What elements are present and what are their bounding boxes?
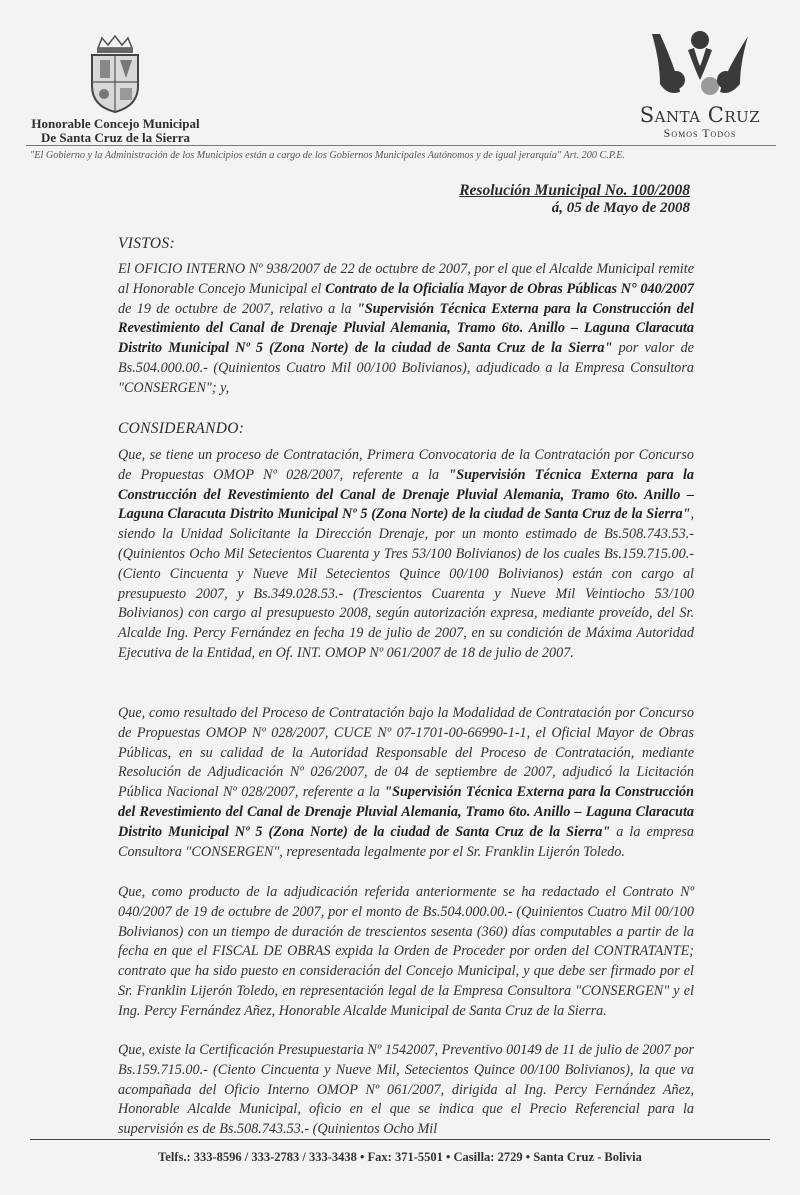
text-run: Que, se tiene un proceso de Contratación, Primera Convocatoria de la Contratación por Concurso de Propuestas OMOP Nº 028/2007, referente a la [118, 447, 694, 483]
paragraph-considerando-3 [118, 883, 694, 1022]
council-name-line2: De Santa Cruz de la Sierra [40, 130, 191, 145]
text-run: por valor de Bs.504.000.00.- (Quinientos Cuatro Mil 00/100 Bolivianos), adjudicado a la Empresa Consultora "CONSERGEN"; y, [118, 340, 694, 396]
bold-text-run: Contrato de la Oficialía Mayor de Obras Públicas N° 040/2007 [325, 280, 694, 297]
council-name-line1: Honorable Concejo Municipal [31, 116, 200, 131]
text-run: Que, como producto de la adjudicación referida anteriormente se ha redactado el Contrato Nº 040/2007 de 19 de octubre de 2007, por el monto de Bs.504.000.00.- (Quinientos Cuatro Mil 00/100 Bolivianos) con un tiempo de duración de trescientos sesenta (360) días computables a partir de la fecha en que el FISCAL DE OBRAS expida la Orden de Proceder por orden del CONTRATANTE; contrato que ha sido puesto en consideración del Concejo Municipal, y que debe ser firmado por el Sr. Franklin Lijerón Toledo, en representación legal de la Empresa Consultora "CONSERGEN" y el Ing. Percy Fernández Añez, Honorable Alcalde Municipal de Santa Cruz de la Sierra. [118, 884, 694, 1019]
resolution-date: á, 05 de Mayo de 2008 [551, 200, 690, 216]
paragraph-considerando-1 [118, 446, 694, 664]
resolution-title: Resolución Municipal No. 100/2008 [459, 182, 690, 199]
header-divider [26, 145, 776, 146]
coat-of-arms-logo [86, 34, 144, 114]
text-run: El OFICIO INTERNO Nº 938/2007 de 22 de octubre de 2007, por el que el Alcalde Municipal remite al Honorable Concejo Municipal el [118, 261, 694, 297]
bold-text-run: "Supervisión Técnica Externa para la Construcción del Revestimiento del Canal de Drenaje Pluvial Alemania, Tramo 6to. Anillo – Laguna Claracuta Distrito Municipal Nº 5 (Zona Norte) de la ciudad de Santa Cruz de la Sierra" [118, 300, 694, 357]
footer-divider [30, 1139, 770, 1140]
section-heading-considerando: CONSIDERANDO: [118, 420, 245, 437]
brand-name: Santa Cruz [639, 103, 761, 127]
paragraph-considerando-4 [118, 1041, 694, 1140]
section-heading-vistos: VISTOS: [118, 235, 175, 252]
text-run: Que, existe la Certificación Presupuestaria Nº 1542007, Preventivo 00149 de 11 de julio de 2007 por Bs.159.715.00.- (Ciento Cincuenta y Nueve Mil, Setecientos Quince 00/100 Bolivianos), la que va acompañada del Oficio Interno OMOP Nº 061/2007, dirigida al Ing. Percy Fernández Añez, Honorable Alcalde Municipal, oficio en el que se indica que el Precio Referencial para la supervisión es de Bs.508.743.53.- (Quinientos Ocho Mil [118, 1042, 694, 1138]
constitution-quote: "El Gobierno y la Administración de los Municipios están a cargo de los Gobiernos Municipales Autónomos y de igual jerarquía" Art. 200 C.P.E. [30, 150, 626, 161]
bold-text-run: "Supervisión Técnica Externa para la Construcción del Revestimiento del Canal de Drenaje Pluvial Alemania, Tramo 6to. Anillo – Laguna Claracuta Distrito Municipal Nº 5 (Zona Norte) de la ciudad de Santa Cruz de la Sierra" [118, 466, 694, 523]
text-run: a la empresa Consultora "CONSERGEN", representada legalmente por el Sr. Franklin Lijerón Toledo. [118, 823, 694, 860]
paragraph-vistos [118, 260, 694, 399]
text-run: de 19 de octubre de 2007, relativo a la [118, 300, 357, 317]
footer-contact: Telfs.: 333-8596 / 333-2783 / 333-3438 • Fax: 371-5501 • Casilla: 2729 • Santa Cruz - Bolivia [158, 1150, 642, 1164]
text-run: Que, como resultado del Proceso de Contratación bajo la Modalidad de Contratación por Concurso de Propuestas OMOP Nº 028/2007, CUCE Nº 07-1701-00-66990-1-1, el Oficial Mayor de Obras Públicas, en su calidad de la Autoridad Responsable del Proceso de Contratación, mediante Resolución de Adjudicación Nº 026/2007, de 04 de septiembre de 2007, adjudicó la Licitación Pública Nacional Nº 028/2007, referente a la [118, 705, 694, 801]
text-run: , siendo la Unidad Solicitante la Dirección Drenaje, por un monto estimado de Bs.508.743.53.- (Quinientos Ocho Mil Setecientos Cuarenta y Tres 53/100 Bolivianos) de los cuales Bs.159.715.00.- (Ciento Cincuenta y Nueve Mil Setecientos Quince 00/100 Bolivianos) están con cargo al presupuesto 2007, y Bs.349.028.53.- (Trescientos Cuarenta y Nueve Mil Veintiocho 53/100 Bolivianos) con cargo al presupuesto 2008, según autorización expresa, mediante proveído, del Sr. Alcalde Ing. Percy Fernández en fecha 19 de julio de 2007, en su condición de Máxima Autoridad Ejecutiva de la Entidad, en Of. INT. OMOP Nº 061/2007 de 18 de julio de 2007. [118, 506, 694, 661]
bold-text-run: "Supervisión Técnica Externa para la Construcción del Revestimiento del Canal de Drenaje Pluvial Alemania, Tramo 6to. Anillo – Laguna Claracuta Distrito Municipal Nº 5 (Zona Norte) de la ciudad de Santa Cruz de la Sierra" [118, 784, 694, 840]
council-name [28, 117, 203, 145]
paragraph-considerando-2 [118, 704, 694, 862]
brand-tagline: Somos Todos [663, 126, 737, 140]
